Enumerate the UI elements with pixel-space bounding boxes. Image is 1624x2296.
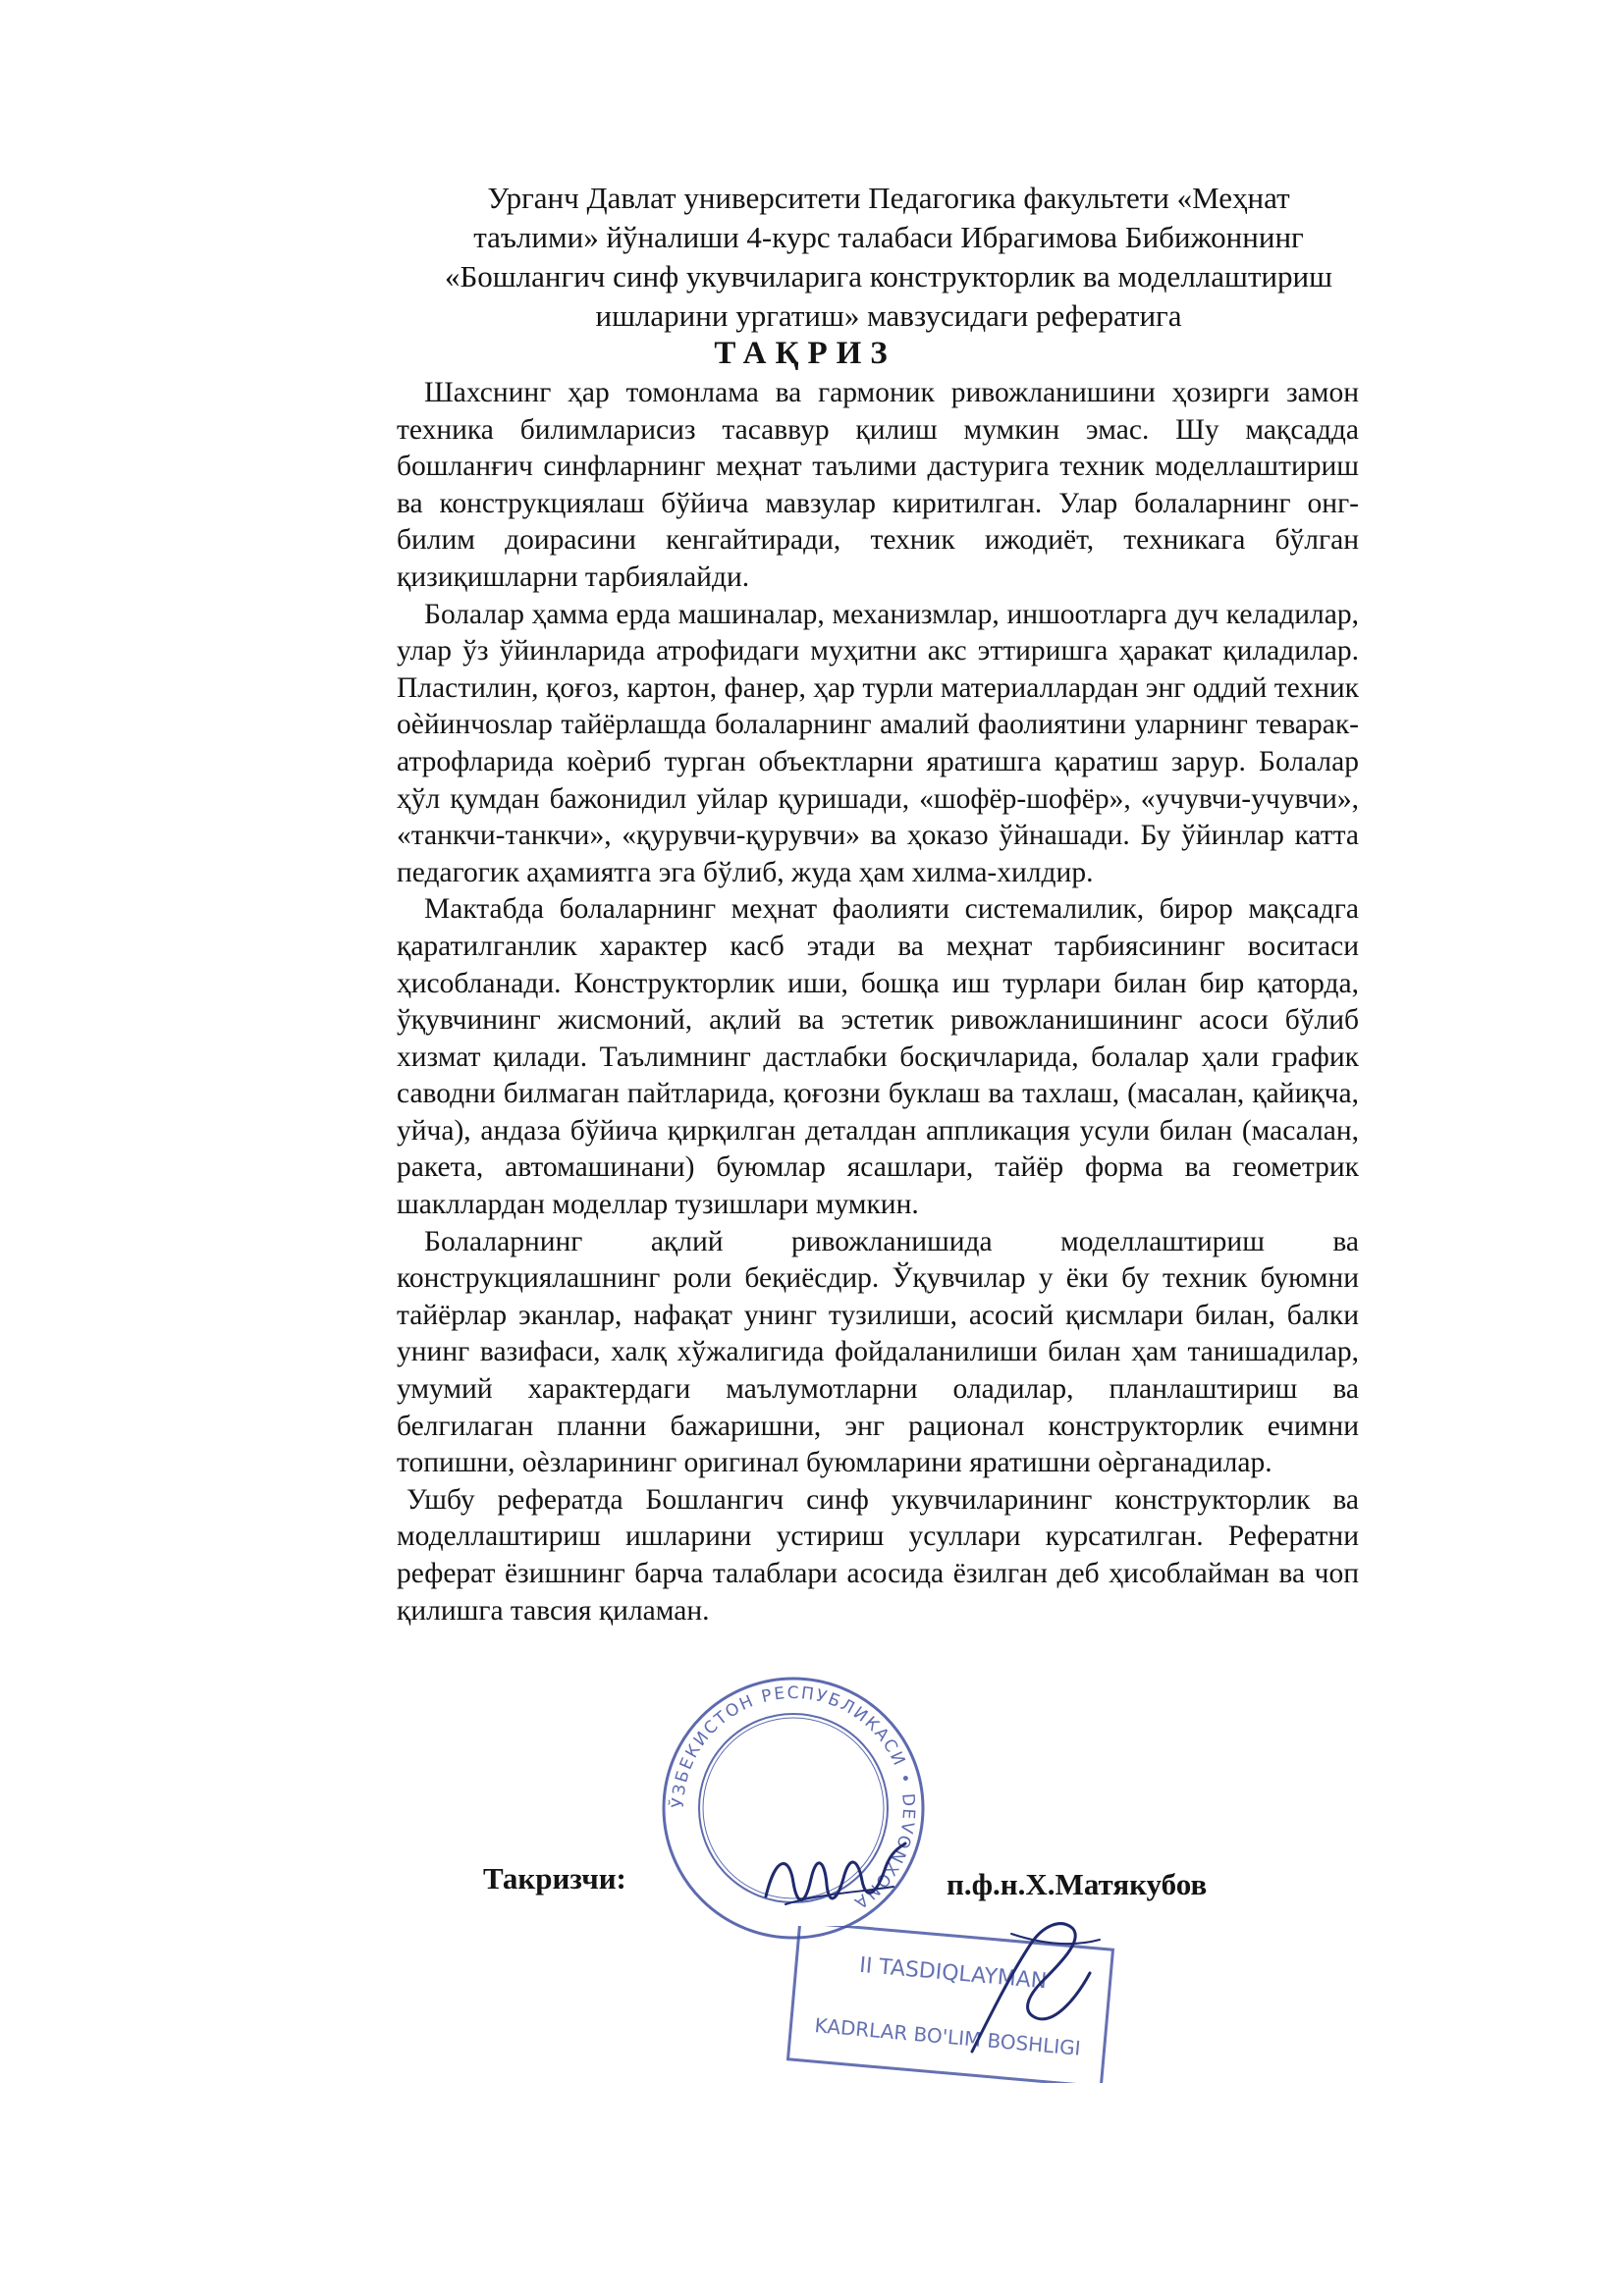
heading-line-4: ишларини ургатиш» мавзусидаги рефератига [595,298,1182,333]
paragraph-4: Болаларнинг ақлий ривожланишида моделлаштириш ва конструкциялашнинг роли беқиёсдир. Ўқувчилар у ёки бу техник буюмни тайёрлар эканлар, нафақат унинг тузилиши, асосий қисмлари билан, балки унинг вазифаси, халқ хўжалигида фойдаланилиши билан ҳам танишадилар, умумий характердаги маълумотларни оладилар, планлаштириш ва белгилаган планни бажаришни, энг рационал конструкторлик ечимни топишни, оѐзларининг оригинал буюмларини яратишни оѐрганадилар. [397,1225,1359,1479]
heading-line-2: таълими» йўналиши 4-курс талабаси Ибрагимова Бибижоннинг [473,220,1304,254]
paragraph-2: Болалар ҳамма ерда машиналар, механизмлар, иншоотларга дуч келадилар, улар ўз ўйинларида атрофидаги муҳитни акс эттиришга ҳаракат қиладилар. Пластилин, қоғоз, картон, фанер, ҳар турли материаллардан энг оддий техник оѐйинчоѕлар тайёрлашда болаларнинг амалий фаолиятини уларнинг теварак-атрофларида коѐриб турган объектларни яратишга қаратиш зарур. Болалар ҳўл қумдан бажонидил уйлар қуришади, «шофёр-шофёр», «учувчи-учувчи», «танкчи-танкчи», «қурувчи-қурувчи» ва ҳоказо ўйнашади. Бу ўйинлар катта педагогик аҳамиятга эга бўлиб, жуда ҳам хилма-хилдир. [397,598,1359,888]
reviewer-name: п.ф.н.Х.Матякубов [947,1867,1208,1901]
round-stamp-text: ЎЗБЕКИСТОН РЕСПУБЛИКАСИ • DEVONXONA [668,1682,919,1914]
handwritten-signature-2 [952,1904,1110,2061]
document-heading [412,179,1365,336]
rect-stamp-line-2: KADRLAR BO'LIM BOSHLIGI [813,2013,1082,2060]
paragraph-5: Ушбу рефератда Бошлангич синф укувчиларининг конструкторлик ва моделлаштириш ишларини устириш усуллари курсатилган. Рефератни реферат ёзишнинг барча талаблари асосида ёзилган деб ҳисоблайман ва чоп қилишга тавсия қиламан. [397,1483,1359,1627]
paragraph-3: Мактабда болаларнинг меҳнат фаолияти системалилик, бирор мақсадга қаратилганлик характер касб этади ва меҳнат тарбиясининг воситаси ҳисобланади. Конструкторлик иши, бошқа иш турлари билан бир қаторда, ўқувчининг жисмоний, ақлий ва эстетик ривожланишининг асоси бўлиб хизмат қилади. Таълимнинг дастлабки босқичларида, болалар ҳали график саводни билмаган пайтларида, қоғозни буклаш ва тахлаш, (масалан, қайиқча, уйча), андаза бўйича қирқилган деталдан аппликация усули билан (масалан, ракета, автомашинани) буюмлар ясашлари, тайёр форма ва геометрик шакллардан моделлар тузишлари мумкин. [397,893,1359,1221]
paragraph-1: Шахснинг ҳар томонлама ва гармоник ривожланишини ҳозирги замон техника билимларисиз тасаввур қилиш мумкин эмас. Шу мақсадда бошланғич синфларнинг меҳнат таълими дастурига техник моделлаштириш ва конструкциялаш бўйича мавзулар киритилган. Улар болаларнинг онг-билим доирасини кенгайтиради, техник ижодиёт, техникага бўлган қизиқишларни тарбиялайди. [397,377,1359,593]
reviewer-label: Такризчи: [483,1861,626,1896]
heading-line-1: Урганч Давлат университети Педагогика факультети «Меҳнат [487,181,1290,215]
rect-stamp-line-1: II TASDIQLAYMAN [858,1952,1049,1995]
signature-block [397,1861,1359,1904]
review-body [397,375,1359,1629]
document-title: ТАҚРИЗ [714,336,896,371]
heading-line-3: «Бошлангич синф укувчиларига конструкторлик ва моделлаштириш [445,259,1332,294]
